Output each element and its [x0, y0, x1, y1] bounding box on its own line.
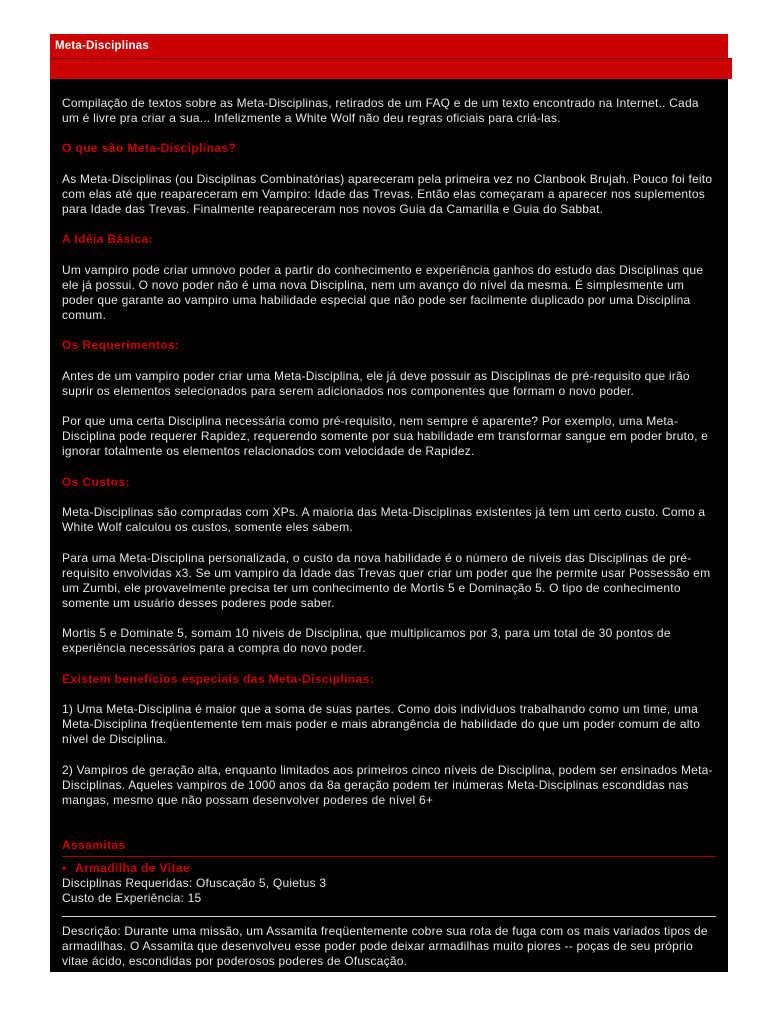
title-sub-bar	[50, 58, 732, 79]
clan-section-assamitas	[62, 838, 716, 969]
requirements-paragraph-1: Antes de um vampiro poder criar uma Meta-Disciplina, ele já deve possuir as Disciplinas de pré-requisito que irão suprir os elementos selecionados para serem adicionados nos componentes que formam o novo poder.	[62, 368, 690, 398]
section-heading-benefits: Existem benefícios especiais das Meta-Disciplinas:	[62, 671, 375, 686]
bullet-icon: •	[62, 860, 67, 875]
title-bar	[50, 34, 728, 58]
intro-paragraph: Compilação de textos sobre as Meta-Disciplinas, retirados de um FAQ e de um texto encontrado na Internet.. Cada um é livre pra criar a sua... Infelizmente a White Wolf não deu regras oficiais para criá-las.	[62, 96, 699, 126]
power-divider	[62, 916, 716, 917]
power-description: Descrição: Durante uma missão, um Assamita freqüentemente cobre sua rota de fuga com os mais variados tipos de armadilhas. O Assamita que desenvolveu esse poder pode deixar armadilhas muito piores -- poças de seu próprio vitae ácido, escondidas por poderosos poderes de Ofuscação.	[62, 923, 708, 969]
power-name: Armadilha de Vitae	[75, 860, 191, 875]
section-heading-basic-idea: A Idéia Básica:	[62, 232, 153, 247]
costs-paragraph-1: Meta-Disciplinas são compradas com XPs. A maioria das Meta-Disciplinas existentes já tem um certo custo. Como a White Wolf calculou os custos, somente eles sabem.	[62, 505, 706, 535]
section-heading-costs: Os Custos:	[62, 474, 131, 489]
costs-paragraph-2: Para uma Meta-Disciplina personalizada, o custo da nova habilidade é o número de níveis das Disciplinas de pré-requisito envolvidas x3. Se um vampiro da Idade das Trevas quer criar um poder que lhe permite usar Possessão em um Zumbi, ele provavelmente precisa ter um conhecimento de Mortis 5 e Dominação 5. O tipo de conhecimento somente um usuário desses poderes pode saber.	[62, 550, 711, 610]
benefits-paragraph-2: 2) Vampiros de geração alta, enquanto limitados aos primeiros cinco níveis de Disciplina, podem ser ensinados Meta-Disciplinas. Aqueles vampiros de 1000 anos da 8a geração podem ter inúmeras Meta-Disciplinas escondidas nas mangas, mesmo que não possam desenvolver poderes de nível 6+	[62, 762, 713, 807]
costs-paragraph-3: Mortis 5 e Dominate 5, somam 10 niveis de Disciplina, que multiplicamos por 3, para um total de 30 pontos de experiência necessários para a compra do novo poder.	[62, 626, 671, 656]
clan-heading: Assamitas	[62, 838, 716, 856]
article-body	[62, 96, 716, 969]
power-name-row	[62, 861, 716, 876]
page-title: Meta-Disciplinas	[55, 40, 149, 52]
benefits-paragraph-1: 1) Uma Meta-Disciplina é maior que a soma de suas partes. Como dois individuos trabalhando como um time, uma Meta-Disciplina freqüentemente tem mais poder e mais abrangência de habilidade do que um poder comum de alto nível de Disciplina.	[62, 702, 701, 747]
power-entry	[62, 861, 716, 969]
power-cost: Custo de Experiência: 15	[62, 891, 202, 906]
power-requirements: Disciplinas Requeridas: Ofuscação 5, Quietus 3	[62, 876, 327, 891]
requirements-paragraph-2: Por que uma certa Disciplina necessária como pré-requisito, nem sempre é aparente? Por exemplo, uma Meta-Disciplina pode requerer Rapidez, requerendo somente por sua habilidade em transformar sangue em poder bruto, e ignorar totalmente os elementos relacionados com velocidade de Rapidez.	[62, 414, 709, 459]
what-are-paragraph: As Meta-Disciplinas (ou Disciplinas Combinatórias) apareceram pela primeira vez no Clanbook Brujah. Pouco foi feito com elas até que reapareceram em Vampiro: Idade das Trevas. Então elas começaram a aparecer nos suplementos para Idade das Trevas. Finalmente reapareceram nos novos Guia da Camarilla e Guia do Sabbat.	[62, 171, 713, 217]
section-heading-requirements: Os Requerimentos:	[62, 338, 180, 353]
content-panel	[50, 79, 728, 972]
basic-idea-paragraph: Um vampiro pode criar umnovo poder a partir do conhecimento e experiência ganhos do estudo das Disciplinas que ele já possui. O novo poder não é uma nova Disciplina, nem um avanço do nível da mesma. É simplesmente um poder que garante ao vampiro uma habilidade especial que não pode ser facilmente duplicado por uma Disciplina comum.	[62, 262, 704, 323]
section-heading-what-are: O que são Meta-Disciplinas?	[62, 141, 237, 156]
